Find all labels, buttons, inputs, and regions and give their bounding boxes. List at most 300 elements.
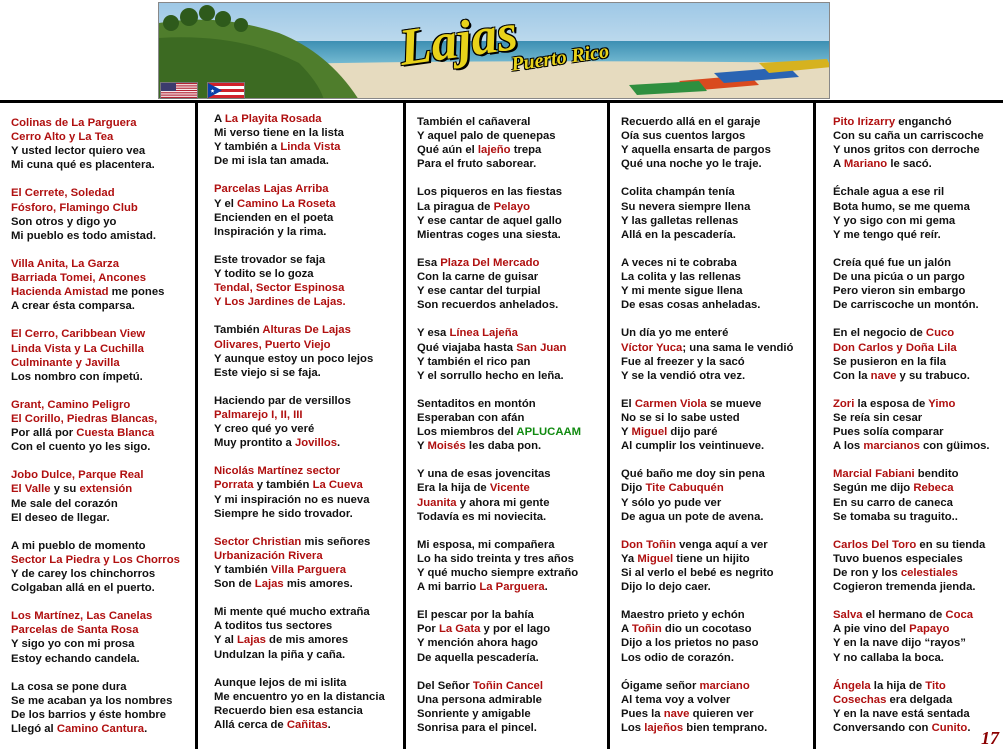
verse-line <box>417 425 581 439</box>
verse-line <box>214 605 385 619</box>
highlighted-place-name: Toñin <box>631 623 662 636</box>
verse-line <box>833 707 990 721</box>
verse-line <box>417 481 581 495</box>
verse-text: Encienden en el poeta <box>214 211 334 224</box>
column-divider <box>195 100 198 749</box>
stanza <box>417 467 581 523</box>
verse-text: De mi isla tan amada. <box>214 155 329 168</box>
verse-text: Y sigo yo con mi prosa <box>11 638 135 651</box>
stanza <box>833 679 990 735</box>
verse-line <box>621 143 793 157</box>
verse-line <box>214 464 385 478</box>
verse-text: Aunque lejos de mi islita <box>214 676 347 689</box>
highlighted-place-name: Hacienda Amistad <box>11 286 109 299</box>
verse-text: Por <box>417 623 439 636</box>
stanza <box>833 256 990 312</box>
highlighted-place-name: Papayo <box>909 623 950 636</box>
verse-line <box>621 538 793 552</box>
verse-text: la hija de <box>870 679 926 692</box>
verse-line <box>621 580 793 594</box>
stanza <box>621 256 793 312</box>
verse-text: Mi verso tiene en la lista <box>214 127 344 140</box>
verse-text: Mi esposa, mi compañera <box>417 538 555 551</box>
verse-line <box>621 425 793 439</box>
verse-text: . <box>144 723 148 736</box>
verse-text: Colgaban allá en el puerto. <box>11 582 155 595</box>
verse-text: Oía sus cuentos largos <box>621 130 746 143</box>
verse-line <box>621 228 793 242</box>
stanza <box>214 394 385 450</box>
highlighted-place-name: Cuco <box>925 327 955 340</box>
verse-text: Al tema voy a volver <box>621 693 731 706</box>
verse-text: se mueve <box>706 397 762 410</box>
verse-text: Y en la nave está sentada <box>833 707 970 720</box>
verse-line <box>621 355 793 369</box>
highlighted-place-name: Ángela <box>833 679 871 692</box>
verse-text: Inspiración y la rima. <box>214 225 327 238</box>
verse-line <box>214 507 385 521</box>
verse-line <box>11 497 180 511</box>
verse-text: . <box>327 719 331 732</box>
verse-text: Todavía es mi noviecita. <box>417 510 547 523</box>
usa-flag-icon <box>160 82 198 99</box>
highlighted-place-name: Cunito <box>931 722 968 735</box>
stanza <box>621 115 793 171</box>
verse-line <box>214 493 385 507</box>
verse-text: La colita y las rellenas <box>621 271 741 284</box>
verse-text: Y esa <box>417 327 450 340</box>
verse-text: De aquella pescadería. <box>417 651 539 664</box>
highlighted-place-name: Juanita <box>417 496 457 509</box>
verse-line <box>833 341 990 355</box>
verse-line <box>417 693 581 707</box>
verse-text: Son recuerdos anhelados. <box>417 299 559 312</box>
verse-line <box>417 496 581 510</box>
verse-text: Este viejo si se faja. <box>214 366 321 379</box>
stanza <box>833 608 990 664</box>
verse-text: bien temprano. <box>683 722 768 735</box>
verse-line <box>417 439 581 453</box>
verse-line <box>214 535 385 549</box>
verse-line <box>417 538 581 552</box>
verse-text: Qué aún el <box>417 144 478 157</box>
stanza <box>621 185 793 241</box>
stanza <box>621 326 793 382</box>
verse-text: El <box>621 397 635 410</box>
highlighted-place-name: Colinas de La Parguera <box>11 117 137 129</box>
verse-text: Sonriente y amigable <box>417 707 531 720</box>
verse-text: y su <box>50 483 80 496</box>
verse-line <box>621 510 793 524</box>
highlighted-place-name: Carmen Viola <box>634 397 707 410</box>
verse-line <box>621 622 793 636</box>
verse-line <box>417 580 581 594</box>
verse-text: Se me acaban ya los nombres <box>11 694 173 707</box>
verse-text: Y aunque estoy un poco lejos <box>214 352 374 365</box>
verse-text: Me encuentro yo en la distancia <box>214 690 385 703</box>
verse-line <box>417 622 581 636</box>
verse-text: y por el lago <box>480 623 551 636</box>
verse-text: Cogieron tremenda jienda. <box>833 581 976 594</box>
stanza <box>417 608 581 664</box>
verse-text: trepa <box>510 144 542 157</box>
highlighted-place-name: marcianos <box>863 440 920 453</box>
verse-text: Échale agua a ese ril <box>833 186 945 199</box>
highlighted-place-name: La Playita Rosada <box>224 113 322 125</box>
verse-text: Recuerdo bien esa estancia <box>214 704 363 717</box>
stanza <box>11 539 180 595</box>
verse-line <box>833 679 990 693</box>
stanza <box>833 397 990 453</box>
highlighted-place-name: Don Toñin <box>621 538 677 551</box>
verse-line <box>621 496 793 510</box>
stanza <box>214 112 385 168</box>
highlighted-place-name: Lajas <box>237 634 266 647</box>
verse-line <box>11 652 180 666</box>
verse-text: Y <box>621 426 632 439</box>
verse-line <box>833 298 990 312</box>
verse-line <box>214 323 385 337</box>
verse-line <box>833 636 990 650</box>
verse-text: Maestro prieto y echón <box>621 609 745 622</box>
verse-line <box>11 539 180 553</box>
verse-line <box>833 157 990 171</box>
highlighted-place-name: Don Carlos y Doña Lila <box>833 341 957 354</box>
verse-line <box>11 144 180 158</box>
verse-text: Por allá por <box>11 427 77 440</box>
verse-text: Los piqueros en las fiestas <box>417 186 563 199</box>
highlighted-place-name: Pito Irizarry <box>833 116 896 128</box>
stanza <box>417 538 581 594</box>
verse-line <box>11 511 180 525</box>
verse-text: Y sólo yo pude ver <box>621 496 722 509</box>
verse-line <box>214 182 385 196</box>
verse-line <box>11 398 180 412</box>
verse-text: Qué una noche yo le traje. <box>621 158 762 171</box>
verse-text: De agua un pote de avena. <box>621 510 764 523</box>
highlighted-place-name: Barriada Tomei, Ancones <box>11 272 146 285</box>
highlighted-place-name: Urbanización Rivera <box>214 549 323 562</box>
stanza <box>11 116 180 172</box>
verse-line <box>214 281 385 295</box>
verse-text: Estoy echando candela. <box>11 652 140 665</box>
highlighted-place-name: Yimo <box>928 397 956 410</box>
verse-text: Me sale del corazón <box>11 497 118 510</box>
highlighted-place-name: Plaza Del Mercado <box>440 256 540 269</box>
verse-text: A <box>621 623 632 636</box>
verse-line <box>417 636 581 650</box>
verse-line <box>214 197 385 211</box>
verse-text: Y en la nave dijo “rayos” <box>833 637 966 650</box>
verse-text: con güimos. <box>919 440 990 453</box>
highlighted-place-name: Porrata <box>214 479 254 492</box>
verse-line <box>833 185 990 199</box>
verse-line <box>214 718 385 732</box>
verse-line <box>214 394 385 408</box>
verse-text: Dijo lo dejo caer. <box>621 581 711 594</box>
verse-text: Y las galletas rellenas <box>621 214 739 227</box>
verse-text: Qué viajaba hasta <box>417 341 517 354</box>
verse-text: Los nombro con ímpetú. <box>11 370 143 383</box>
verse-line <box>621 369 793 383</box>
verse-text: De ron y los <box>833 567 901 579</box>
stanza <box>621 467 793 523</box>
verse-text: El pescar por la bahía <box>417 609 534 622</box>
stanza <box>833 185 990 241</box>
verse-line <box>214 549 385 563</box>
verse-text: Este trovador se faja <box>214 253 326 266</box>
verse-text: Y ese cantar del turpial <box>417 285 541 298</box>
verse-text: Y yo sigo con mi gema <box>833 214 956 227</box>
verse-line <box>214 295 385 309</box>
verse-line <box>11 285 180 299</box>
verse-text: Mi cuna qué es placentera. <box>11 159 155 172</box>
verse-line <box>621 185 793 199</box>
verse-line <box>833 693 990 707</box>
verse-line <box>417 341 581 355</box>
highlighted-place-name: Cerro Alto y La Tea <box>11 131 114 144</box>
verse-line <box>11 342 180 356</box>
verse-line <box>417 284 581 298</box>
verse-line <box>214 112 385 126</box>
stanza <box>214 323 385 379</box>
verse-text: Y de carey los chinchorros <box>11 568 156 580</box>
highlighted-place-name: lajeño <box>477 144 511 157</box>
verse-text: ; una sama le vendió <box>682 341 794 354</box>
verse-text: Y una de esas jovencitas <box>417 468 551 481</box>
highlighted-place-name: Palmarejo I, II, III <box>214 408 303 421</box>
verse-line <box>417 270 581 284</box>
verse-text: Se reía sin cesar <box>833 411 923 424</box>
verse-line <box>621 256 793 270</box>
verse-text: A crear ésta comparsa. <box>11 300 135 313</box>
verse-line <box>833 425 990 439</box>
highlighted-place-name: Carlos Del Toro <box>833 538 917 551</box>
stanza <box>417 256 581 312</box>
highlighted-place-name: Linda Vista y La Cuchilla <box>11 342 144 355</box>
stanza <box>214 676 385 732</box>
highlighted-place-name: Villa Anita, La Garza <box>11 257 119 270</box>
verse-line <box>214 126 385 140</box>
verse-text: Mi pueblo es todo amistad. <box>11 229 156 242</box>
verse-text: bendito <box>914 468 959 481</box>
verse-text: El deseo de llegar. <box>11 511 110 524</box>
verse-line <box>833 538 990 552</box>
verse-text: Un día yo me enteré <box>621 327 729 340</box>
verse-line <box>11 370 180 384</box>
highlighted-place-name: Tendal, Sector Espinosa <box>214 282 345 295</box>
verse-text: Si al verlo el bebé es negrito <box>621 567 774 579</box>
verse-text: Allá cerca de <box>214 719 287 732</box>
verse-line <box>417 129 581 143</box>
verse-text: Una persona admirable <box>417 693 542 706</box>
banner-title: Lajas <box>395 4 521 77</box>
highlighted-place-name: Sector La Piedra y Los Chorros <box>11 553 180 566</box>
verse-line <box>11 637 180 651</box>
verse-text: Fue al freezer y la sacó <box>621 355 745 368</box>
highlighted-place-name: Tite Cabuquén <box>645 482 724 495</box>
banner-image <box>158 2 830 99</box>
highlighted-organization: APLUCAAM <box>516 426 582 439</box>
verse-text: Son otros y digo yo <box>11 215 117 228</box>
highlighted-place-name: Línea Lajeña <box>449 327 518 340</box>
verse-text: En el negocio de <box>833 327 926 340</box>
verse-line <box>214 253 385 267</box>
verse-line <box>621 157 793 171</box>
verse-text: . <box>967 722 971 735</box>
verse-text: mis señores <box>301 535 371 548</box>
verse-text: Y todito se lo goza <box>214 268 314 281</box>
verse-text: era delgada <box>886 693 953 706</box>
verse-text: Para el fruto saborear. <box>417 158 537 171</box>
highlighted-place-name: Cosechas <box>833 693 887 706</box>
highlighted-place-name: San Juan <box>516 341 567 354</box>
poem-column-4 <box>621 115 793 749</box>
verse-text: Y también el rico pan <box>417 355 531 368</box>
verse-line <box>214 422 385 436</box>
verse-line <box>214 211 385 225</box>
verse-line <box>621 214 793 228</box>
highlighted-place-name: Moisés <box>427 440 466 453</box>
verse-line <box>621 552 793 566</box>
stanza <box>417 326 581 382</box>
verse-text: Tuvo buenos especiales <box>833 552 963 565</box>
verse-line <box>621 636 793 650</box>
verse-text: Llegó al <box>11 723 57 736</box>
verse-line <box>214 690 385 704</box>
highlighted-place-name: Camino Cantura <box>56 723 145 736</box>
verse-line <box>417 566 581 580</box>
verse-text: Haciendo par de versillos <box>214 394 351 407</box>
verse-text: Con el cuento yo les sigo. <box>11 441 151 454</box>
verse-text: Y qué mucho siempre extraño <box>417 567 579 579</box>
stanza <box>833 326 990 382</box>
verse-text: Siempre he sido trovador. <box>214 507 353 520</box>
verse-line <box>621 721 793 735</box>
verse-line <box>833 467 990 481</box>
verse-text: me pones <box>108 286 165 299</box>
verse-line <box>621 481 793 495</box>
highlighted-place-name: Mariano <box>843 158 888 171</box>
verse-line <box>11 609 180 623</box>
verse-line <box>214 676 385 690</box>
verse-text: Muy prontito a <box>214 437 295 450</box>
verse-line <box>214 140 385 154</box>
verse-line <box>417 200 581 214</box>
highlighted-place-name: Zori <box>833 397 855 410</box>
stanza <box>11 398 180 454</box>
verse-line <box>833 481 990 495</box>
highlighted-place-name: marciano <box>699 679 750 692</box>
verse-line <box>214 267 385 281</box>
stanza <box>11 609 180 665</box>
stanza <box>11 680 180 736</box>
verse-line <box>833 566 990 580</box>
verse-text: Pues solía comparar <box>833 426 944 439</box>
verse-text: de mis amores <box>265 634 349 647</box>
verse-text: mis amores. <box>283 578 353 591</box>
stanza <box>11 468 180 524</box>
verse-text: Creía qué fue un jalón <box>833 256 952 269</box>
verse-line <box>11 257 180 271</box>
verse-text: dio un cocotaso <box>661 623 752 636</box>
verse-line <box>621 566 793 580</box>
verse-line <box>833 115 990 129</box>
verse-line <box>417 157 581 171</box>
verse-text: Allá en la pescadería. <box>621 228 736 241</box>
stanza <box>417 185 581 241</box>
verse-line <box>417 298 581 312</box>
verse-text: y ahora mi gente <box>456 496 550 509</box>
verse-text: Pues la <box>621 707 664 720</box>
highlighted-place-name: Jobo Dulce, Parque Real <box>11 469 144 482</box>
verse-text: venga aquí a ver <box>676 538 768 551</box>
verse-line <box>11 412 180 426</box>
verse-line <box>833 608 990 622</box>
verse-line <box>833 580 990 594</box>
verse-line <box>11 567 180 581</box>
highlighted-place-name: El Cerrete, Soledad <box>11 187 115 200</box>
verse-line <box>833 129 990 143</box>
verse-line <box>214 436 385 450</box>
verse-line <box>11 623 180 637</box>
verse-text: Se tomaba su traguito.. <box>833 510 958 523</box>
verse-text: Y usted lector quiero vea <box>11 145 146 158</box>
verse-line <box>621 439 793 453</box>
verse-line <box>417 411 581 425</box>
verse-line <box>833 369 990 383</box>
highlighted-place-name: Sector Christian <box>214 535 302 548</box>
verse-line <box>11 201 180 215</box>
column-divider <box>403 100 406 749</box>
verse-line <box>417 397 581 411</box>
verse-line <box>621 115 793 129</box>
verse-line <box>11 229 180 243</box>
verse-line <box>417 143 581 157</box>
verse-line <box>417 679 581 693</box>
verse-text: La cosa se pone dura <box>11 680 127 693</box>
verse-text: Sonrisa para el pincel. <box>417 722 537 735</box>
verse-line <box>11 468 180 482</box>
highlighted-place-name: Cuesta Blanca <box>76 427 155 440</box>
stanza <box>833 467 990 523</box>
verse-line <box>11 327 180 341</box>
highlighted-place-name: extensión <box>79 483 133 496</box>
verse-text: Según me dijo <box>833 482 914 495</box>
verse-text: Sentaditos en montón <box>417 397 536 410</box>
verse-line <box>833 200 990 214</box>
verse-text: Y ese cantar de aquel gallo <box>417 214 562 227</box>
verse-text: Al cumplir los veintinueve. <box>621 440 765 453</box>
verse-line <box>833 397 990 411</box>
verse-line <box>833 651 990 665</box>
verse-text: Óigame señor <box>621 679 700 692</box>
verse-line <box>833 411 990 425</box>
stanza <box>833 115 990 171</box>
verse-text: De carriscoche un montón. <box>833 299 979 312</box>
verse-text: Y al <box>214 634 238 647</box>
verse-line <box>833 510 990 524</box>
highlighted-place-name: Alturas De Lajas <box>262 324 351 337</box>
puerto-rico-flag-icon <box>207 82 245 99</box>
poem-column-5 <box>833 115 990 749</box>
verse-text: Y también a <box>214 141 281 154</box>
verse-text: Colita champán tenía <box>621 186 735 199</box>
verse-text: A <box>833 158 844 171</box>
stanza <box>214 182 385 238</box>
verse-line <box>621 679 793 693</box>
verse-line <box>833 256 990 270</box>
